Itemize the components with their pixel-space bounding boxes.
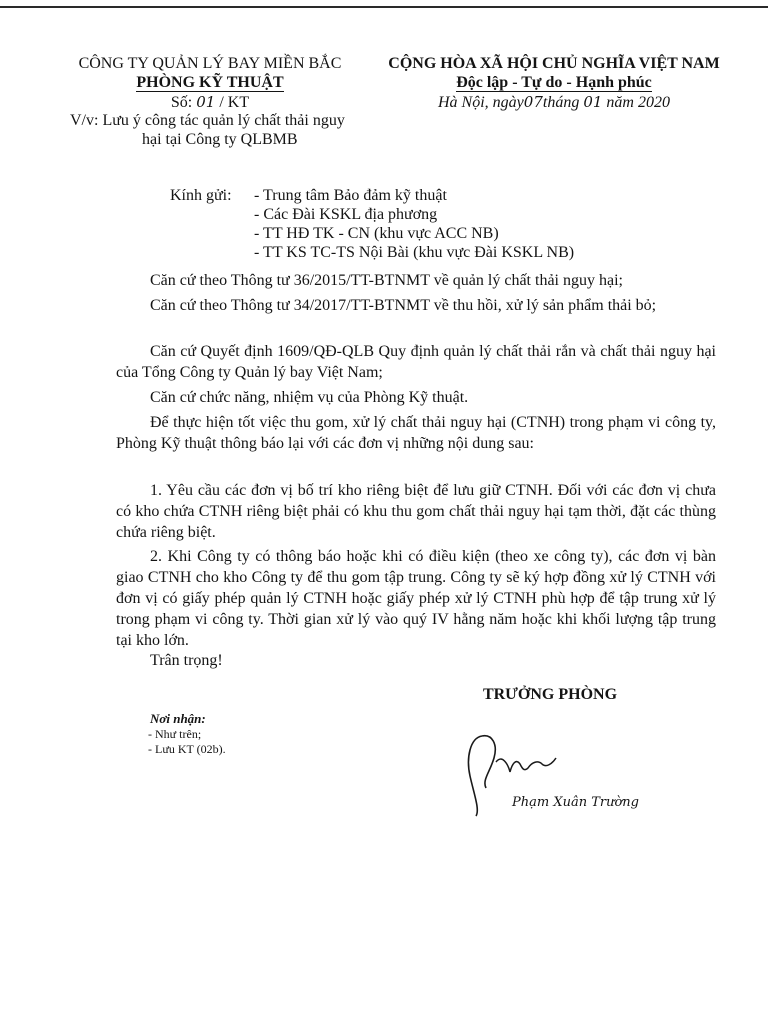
subject-line-2: hại tại Công ty QLBMB [142, 131, 298, 148]
recipient-item: - Các Đài KSKL địa phương [254, 206, 438, 223]
subject-line-1: V/v: Lưu ý công tác quản lý chất thải nguy [70, 112, 345, 129]
motto [364, 74, 744, 92]
recipient-item: - TT HĐ TK - CN (khu vực ACC NB) [254, 225, 499, 242]
department-name-text: PHÒNG KỸ THUẬT [136, 74, 284, 91]
number-suffix: / KT [219, 94, 250, 111]
basis-paragraph-2 [116, 295, 716, 316]
scan-edge-line [0, 6, 768, 8]
item-1-paragraph [116, 480, 716, 543]
date-day: 07 [523, 93, 543, 111]
basis-3-text: Căn cứ Quyết định 1609/QĐ-QLB Quy định quản lý chất thải rắn và chất thải nguy hại của Tổng Công ty Quản lý bay Việt Nam; [116, 343, 716, 381]
signer-title: TRƯỞNG PHÒNG [482, 686, 618, 703]
signer-handwritten-name: Phạm Xuân Trường [512, 795, 639, 810]
distribution-item: - Lưu KT (02b). [148, 742, 226, 756]
basis-2-text: Căn cứ theo Thông tư 34/2017/TT-BTNMT về thu hồi, xử lý sản phẩm thải bỏ; [150, 297, 657, 314]
date-suffix: năm 2020 [606, 94, 670, 111]
nation-title: CỘNG HÒA XÃ HỘI CHỦ NGHĨA VIỆT NAM [388, 55, 720, 72]
basis-paragraph-1 [116, 270, 716, 291]
item-2-paragraph [116, 546, 716, 651]
distribution-item: - Như trên; [148, 727, 202, 741]
distribution-label: Nơi nhận: [150, 711, 206, 726]
date-prefix: Hà Nội, ngày [438, 94, 524, 111]
item-1-text: 1. Yêu cầu các đơn vị bố trí kho riêng biệt để lưu giữ CTNH. Đối với các đơn vị chưa có kho chứa CTNH riêng biệt phải có khu thu gom chất thải nguy hại tạm thời, đặt các thùng chứa riêng biệt. [116, 482, 716, 541]
recipient-item: - TT KS TC-TS Nội Bài (khu vực Đài KSKL NB) [254, 244, 575, 261]
closing-text: Trân trọng! [150, 652, 223, 669]
item-2-text: 2. Khi Công ty có thông báo hoặc khi có điều kiện (theo xe công ty), các đơn vị bàn giao CTNH cho kho Công ty để thu gom tập trung. Công ty sẽ ký hợp đồng xử lý CTNH với đơn vị có giấy phép quản lý CTNH hoặc giấy phép xử lý CTNH phù hợp để tập trung xử lý trong phạm vi công ty. Thời gian xử lý vào quý IV hằng năm hoặc khi khối lượng tập trung tại kho lớn. [116, 548, 716, 649]
document-number [60, 93, 360, 112]
place-date [364, 93, 744, 112]
intro-paragraph [116, 412, 716, 454]
department-name [60, 74, 360, 92]
date-month: 01 [583, 93, 603, 111]
recipient-item: - Trung tâm Bảo đảm kỹ thuật [254, 187, 447, 204]
company-name: CÔNG TY QUẢN LÝ BAY MIỀN BẮC [78, 55, 342, 72]
basis-paragraph-3 [116, 341, 716, 383]
recipients-label: Kính gửi: [170, 187, 232, 204]
basis-4-text: Căn cứ chức năng, nhiệm vụ của Phòng Kỹ thuật. [150, 389, 469, 406]
basis-1-text: Căn cứ theo Thông tư 36/2015/TT-BTNMT về quản lý chất thải nguy hại; [150, 272, 623, 289]
number-prefix: Số: [170, 94, 193, 111]
intro-text: Để thực hiện tốt việc thu gom, xử lý chất thải nguy hại (CTNH) trong phạm vi công ty, Phòng Kỹ thuật thông báo lại với các đơn vị những nội dung sau: [116, 414, 716, 452]
motto-text: Độc lập - Tự do - Hạnh phúc [456, 74, 652, 91]
date-mid: tháng [542, 94, 580, 111]
basis-paragraph-4 [116, 387, 716, 408]
number-handwritten: 01 [196, 93, 216, 111]
